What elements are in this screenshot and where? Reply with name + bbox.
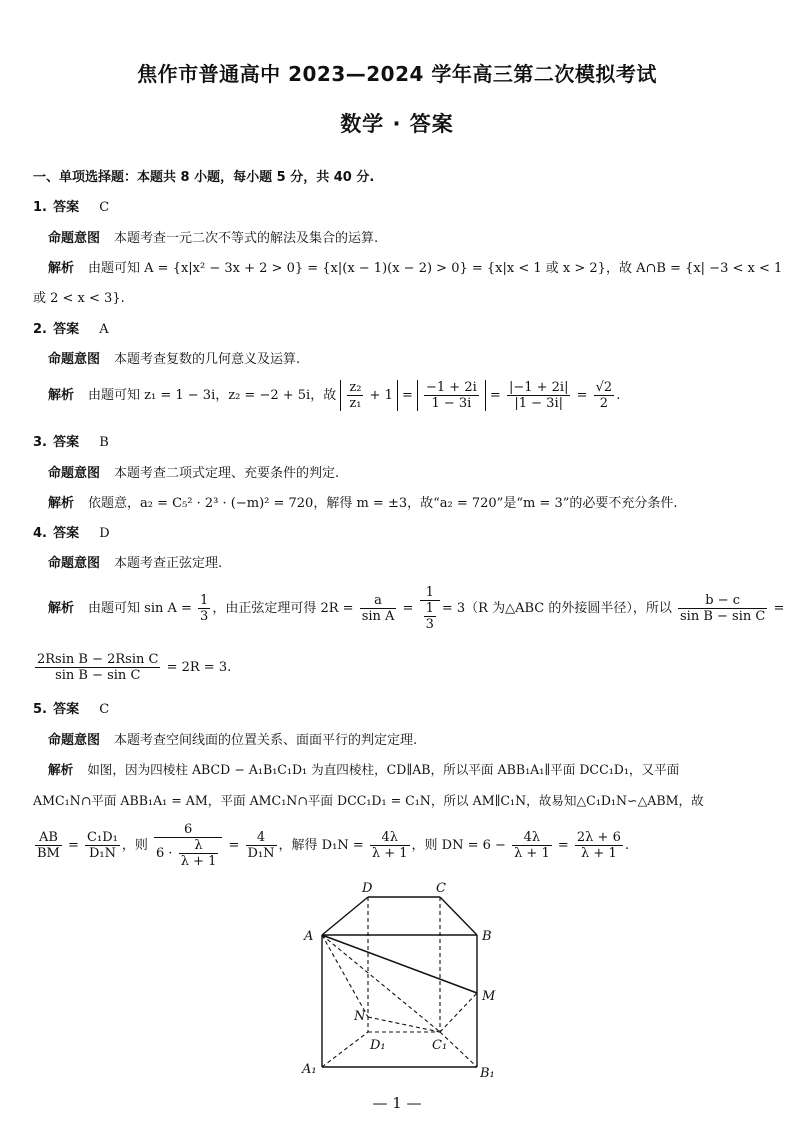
numerator: 1 <box>425 601 434 616</box>
analysis-label: 解析 <box>48 762 74 777</box>
answer-label: 答案 <box>53 526 80 541</box>
denominator <box>154 838 222 869</box>
absolute-value <box>417 380 486 411</box>
fraction <box>35 830 62 861</box>
denominator: 1 − 3i <box>431 396 472 411</box>
numerator: a <box>360 593 397 609</box>
numerator: 1 <box>200 593 209 608</box>
denominator: D₁N <box>88 846 116 861</box>
vertex-label-A1: A₁ <box>302 1062 317 1077</box>
answer-value: D <box>99 526 110 541</box>
analysis-text-mid: = 3（R 为△ABC 的外接圆半径），所以 <box>441 601 672 616</box>
fraction <box>575 830 623 861</box>
page-number: — 1 — <box>372 1094 422 1112</box>
analysis-continuation: 或 2 < x < 3}. <box>33 291 125 306</box>
question-number: 1. <box>33 200 47 215</box>
numerator: 4λ <box>512 830 552 846</box>
vertex-label-C1: C₁ <box>432 1038 448 1053</box>
analysis-continuation: AMC₁N∩平面 ABB₁A₁ = AM，平面 AMC₁N∩平面 DCC₁D₁ = C₁N，所以 AM∥C₁N，故易知△C₁D₁N∽△ABM，故 <box>33 793 704 808</box>
question-3-analysis <box>48 492 678 511</box>
question-2-header <box>33 318 109 337</box>
numerator: 4λ <box>370 830 410 846</box>
intent-text: 本题考查空间线面的位置关系、面面平行的判定定理. <box>114 733 418 748</box>
question-4-intent <box>48 552 222 571</box>
numerator: |−1 + 2i| <box>508 380 569 395</box>
vertex-label-M: M <box>482 989 496 1004</box>
analysis-text-tail: = 2R = 3. <box>166 660 232 675</box>
numerator: 6 <box>154 822 222 838</box>
question-2-analysis: 解析 由题可知 z₁ = 1 − 3i，z₂ = −2 + 5i，故 $\frac{\text{z₂}}{\text{z₁}}$ + 1 = $\frac{-1 + 2i}{1 - 3i}$ = $\frac{|-1 + 2i|}{|1 - 3i|}$ = $\frac{√2}{2}$ . <box>48 380 621 411</box>
vertex-label-C: C <box>436 881 446 896</box>
numerator: λ <box>179 838 219 854</box>
vertex-label-B: B <box>482 929 492 944</box>
intent-text: 本题考查正弦定理. <box>114 556 223 571</box>
analysis-label: 解析 <box>48 496 75 511</box>
analysis-label: 解析 <box>48 388 75 403</box>
fraction <box>424 601 436 632</box>
analysis-formula-line: $\frac{AB}{BM}$ = $\frac{\text{C₁D₁}}{\text{D₁N}}$ ，则 6 6 · $\frac{\lambda}{\lambda + 1}$ = $\frac{4}{\text{D₁N}}$ ，解得 D₁N = $\frac{4\lambda}{\lambda + 1}$ ，则 DN = 6 − $\frac{4\lambda}{\lambda + 1}$ = $\frac{2\lambda + 6}{\lambda + 1}$ . <box>37 822 629 869</box>
numerator: 1 <box>420 585 440 601</box>
denominator: sin B − sin C <box>680 609 766 624</box>
denominator: 3 <box>200 609 209 624</box>
absolute-value <box>340 380 398 411</box>
question-number: 5. <box>33 702 47 717</box>
analysis-label: 解析 <box>48 261 75 276</box>
numerator: −1 + 2i <box>426 380 477 395</box>
denominator: D₁N <box>247 846 275 861</box>
numerator: 2Rsin B − 2Rsin C <box>37 652 159 667</box>
answer-value: C <box>99 200 110 215</box>
intent-label: 命题意图 <box>48 556 101 571</box>
edge-A1D1 <box>322 1032 368 1067</box>
analysis-label: 解析 <box>48 601 75 616</box>
denominator: λ + 1 <box>180 854 217 869</box>
question-1-analysis <box>48 257 782 276</box>
fraction <box>179 838 219 869</box>
question-2-intent <box>48 348 300 367</box>
segment-AM <box>322 935 477 993</box>
segment-NC1 <box>368 1017 440 1032</box>
vertex-label-B1: B₁ <box>480 1066 495 1080</box>
fraction <box>424 380 479 411</box>
intent-label: 命题意图 <box>48 733 101 748</box>
intent-label: 命题意图 <box>48 352 101 367</box>
denominator: |1 − 3i| <box>514 396 563 411</box>
fraction <box>246 830 277 861</box>
vertex-label-N: N <box>354 1009 366 1024</box>
answer-label: 答案 <box>53 322 80 337</box>
question-5-analysis <box>48 759 679 778</box>
answer-label: 答案 <box>53 702 80 717</box>
analysis-text: 由题可知 sin A = <box>88 601 192 616</box>
analysis-text-mid: ，则 <box>121 838 148 853</box>
vertex-label-A: A <box>304 929 314 944</box>
page-title: 焦作市普通高中 2023—2024 学年高三第二次模拟考试 <box>137 62 657 86</box>
fraction <box>594 380 615 411</box>
vertex-label-D1: D₁ <box>370 1038 386 1053</box>
segment-AN <box>322 935 368 1017</box>
question-5-intent <box>48 729 417 748</box>
fraction <box>678 593 767 624</box>
analysis-text-mid: ，则 DN = 6 − <box>411 838 506 853</box>
denominator: 3 <box>425 617 434 632</box>
numerator: AB <box>35 830 62 846</box>
intent-label: 命题意图 <box>48 231 101 246</box>
intent-label: 命题意图 <box>48 466 101 481</box>
fraction <box>360 593 397 624</box>
coefficient: 6 · <box>156 846 173 861</box>
answer-label: 答案 <box>53 435 80 450</box>
segment-AC1 <box>322 935 440 1032</box>
fraction <box>507 380 571 411</box>
denominator: λ + 1 <box>514 846 550 861</box>
segment-C1M <box>440 993 477 1032</box>
edge-AD <box>322 897 368 935</box>
intent-text: 本题考查一元二次不等式的解法及集合的运算. <box>114 231 379 246</box>
question-number: 2. <box>33 322 47 337</box>
analysis-text-mid: ，由正弦定理可得 2R = <box>212 601 354 616</box>
denominator: z₁ <box>349 396 362 411</box>
denominator <box>420 601 440 632</box>
denominator: λ + 1 <box>581 846 617 861</box>
answer-label: 答案 <box>53 200 80 215</box>
plus-term: + 1 <box>369 388 393 403</box>
numerator: √2 <box>595 380 613 395</box>
analysis-text: 如图，因为四棱柱 ABCD − A₁B₁C₁D₁ 为直四棱柱，CD∥AB，所以平面 ABB₁A₁∥平面 DCC₁D₁，又平面 <box>87 762 680 777</box>
question-number: 4. <box>33 526 47 541</box>
question-3-intent <box>48 462 339 481</box>
numerator: 2λ + 6 <box>576 830 621 845</box>
section-heading: 一、单项选择题：本题共 8 小题，每小题 5 分，共 40 分. <box>33 170 375 185</box>
fraction <box>370 830 410 861</box>
intent-text: 本题考查二项式定理、充要条件的判定. <box>114 466 340 481</box>
denominator: BM <box>37 846 60 861</box>
answer-value: C <box>99 702 110 717</box>
question-number: 3. <box>33 435 47 450</box>
analysis-text: 由题可知 z₁ = 1 − 3i，z₂ = −2 + 5i，故 <box>88 388 337 403</box>
question-4-header <box>33 522 110 541</box>
fraction <box>35 652 160 683</box>
fraction <box>512 830 552 861</box>
analysis-text: 由题可知 A = {x|x² − 3x + 2 > 0} = {x|(x − 1)(x − 2) > 0} = {x|x < 1 或 x > 2}，故 A∩B = {x| −3 < x < 1 <box>88 261 783 276</box>
numerator: z₂ <box>349 380 362 395</box>
denominator: λ + 1 <box>371 846 408 861</box>
numerator: b − c <box>678 593 767 609</box>
edge-CB <box>440 897 477 935</box>
numerator: 4 <box>246 830 277 846</box>
numerator: C₁D₁ <box>87 830 118 845</box>
question-3-header <box>33 431 109 450</box>
intent-text: 本题考查复数的几何意义及运算. <box>114 352 301 367</box>
compound-fraction <box>420 585 440 632</box>
question-1-header <box>33 196 109 215</box>
denominator: sin B − sin C <box>55 668 141 683</box>
analysis-continuation <box>33 652 231 683</box>
denominator: 2 <box>599 396 609 411</box>
analysis-text: 依题意，a₂ = C₅² · 2³ · (−m)² = 720，解得 m = ±3，故“a₂ = 720”是“m = 3”的必要不充分条件. <box>88 496 678 511</box>
question-4-analysis: 解析 由题可知 sin A = $\frac{1}{3}$ ，由正弦定理可得 2R = $\frac{a}{\text{sin A}}$ = $\frac{1}{\frac{1}{3}}$ = 3（R 为△ABC 的外接圆半径），所以 $\frac{b - c}{\text{sin B − sin C}}$ = <box>48 585 785 632</box>
question-1-intent <box>48 227 378 246</box>
fraction <box>85 830 120 861</box>
fraction <box>347 380 363 411</box>
compound-fraction <box>154 822 222 869</box>
analysis-text-mid: ，解得 D₁N = <box>278 838 364 853</box>
denominator: sin A <box>361 609 395 624</box>
answer-value: B <box>99 435 109 450</box>
fraction <box>198 593 210 624</box>
prism-figure <box>290 880 510 1080</box>
page-subtitle: 数学 · 答案 <box>340 112 454 136</box>
answer-value: A <box>99 322 109 337</box>
vertex-label-D: D <box>362 881 373 896</box>
question-5-header <box>33 698 109 717</box>
